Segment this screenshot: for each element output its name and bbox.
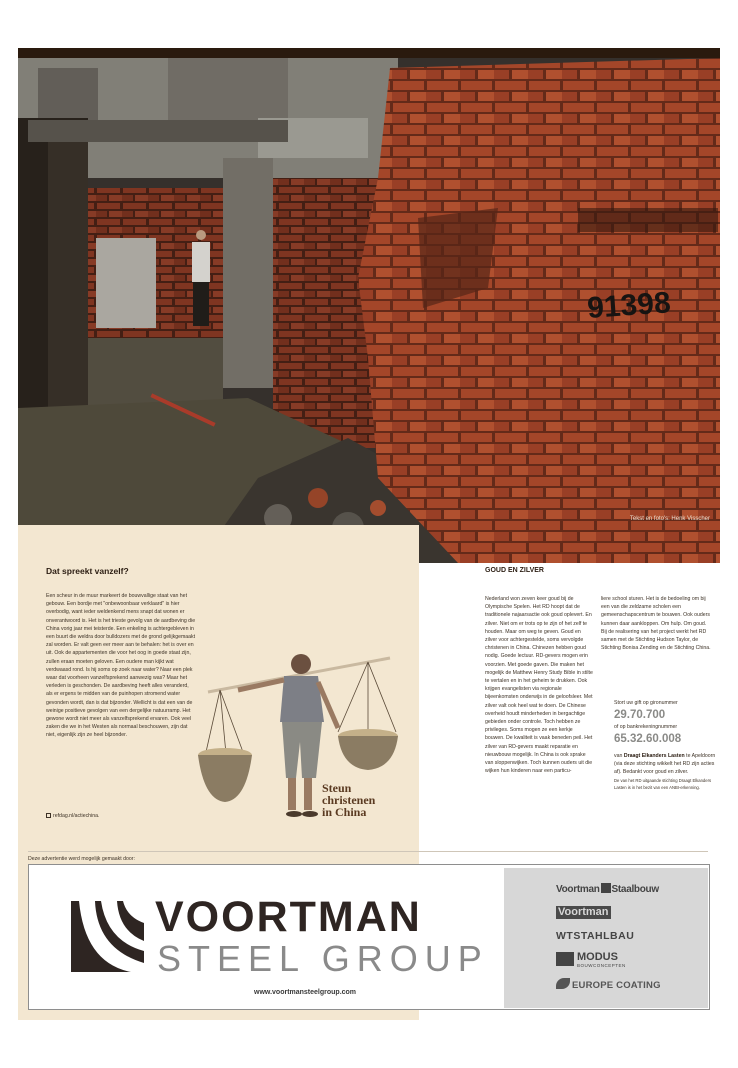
- sponsor-website[interactable]: www.voortmansteelgroup.com: [254, 989, 357, 996]
- gift-fine-print: De van het RD uitgaande stichting Draagt Elkanders Lasten is in het bezit van een ANBI-erkenning.: [614, 778, 712, 790]
- gift-box: [614, 699, 718, 791]
- article-left-body: Een scheur in de muur markeert de bouwvallige staat van het gebouw. Een bordje met "onbewoonbaar verklaard" is hier overbodig, want ieder weldenkend mens snapt dat wonen er onverantwoord is. Het is het trieste gevolg van de aardbeving die China vorig jaar mei teisterde. Een enkeling is achtergebleven in een buurt die weldra door bulldozers met de grond gelijkgemaakt zal worden. Er valt geen eer meer aan te behalen: het is over en uit. Ook de appartementen die voor het oog in goede staat zijn, zullen eraan moeten geloven. Een oudere man kijkt wat verdwaasd rond. Is hij soms op zoek naar water? Naar een plek waar dat voorheen vanzelfsprekend aanwezig was? Maar het verleden is geschonden. De aardbeving heeft alles veranderd, als er ergens te midden van de puinhopen stromend water gevonden wordt, dan is dat bijzonder. Wellicht is dat een van de weinige positieve gevolgen van een dergelijke natuurramp. Het gewone wordt niet meer als vanzelfsprekend ervaren. Ook veel zaken die we in het Westen als normaal beschouwen, zijn dat niet, eigenlijk zijn ze heel bijzonder.: [46, 593, 196, 739]
- europe-coating-name: EUROPE COATING: [572, 980, 661, 991]
- photo-caption: Tekst en foto's: Henk Visscher: [629, 516, 710, 522]
- link-arrow-icon: [46, 813, 51, 818]
- gift-or: of op bankrekeningnummer: [614, 724, 678, 730]
- gift-recipient-prefix: van: [614, 753, 623, 759]
- sponsor-label: Deze advertentie werd mogelijk gemaakt door:: [28, 856, 135, 862]
- subsidiary-wt-stahlbau: WTSTAHLBAU: [556, 930, 635, 942]
- earthquake-photo: [18, 58, 720, 563]
- europe-coating-icon: [556, 978, 570, 989]
- slogan-line-1: Steun: [322, 781, 352, 795]
- action-link[interactable]: [46, 813, 99, 819]
- sub1-part-b: Staalbouw: [611, 884, 659, 895]
- sub1-part-a: Voortman: [556, 884, 600, 895]
- gift-intro: Stort uw gift op gironummer: [614, 700, 678, 706]
- article-right-col1: Nederland won zeven keer goud bij de Olympische Spelen. Het RD hoopt dat de traditionele najaarsactie ook goud oplevert. En zilver. Niet om er trots op te zijn of het zelf te houden. Maar om weg te geven. Goud en zilver voor achtergestelde, soms vervolgde christenen in China. Chinezen hebben goud nodig. Goede lectuur. RD-gevers mogen erin voorzien. Met goede gaven. Die maken het mogelijk de Matthew Henry Study Bible in stilte te vertalen en in het geheim te drukken. Ook krijgen evangelisten via regionale bijeenkomsten onderwijs in de geloofsleer. Met zilver valt ook heel wat te doen. De Chinese overheid houdt minderheden in bergachtige gebieden onder controle. Toch hebben ze privileges. Soms mogen ze een kerkje bouwen. De kwaliteit is vaak beneden peil. Het zilver van RD-gevers maakt reparatie en nieuwbouw mogelijk. In China is ook sprake van sloppenwijken. Toch kunnen ouders uit die wijken hun kinderen naar een particu-: [485, 596, 593, 775]
- action-link-text: refdag.nl/actiechina.: [53, 813, 100, 819]
- article-right-heading: GOUD EN ZILVER: [485, 567, 544, 574]
- article-right-col2: liere school sturen. Het is de bedoeling om bij een van die zeldzame scholen een gemeenschapscentrum te bouwen. Ook ouders kunnen daar aankloppen. Om hulp. Om goud. Bij de realisering van het project werkt het RD samen met de Stichting Hudson Taylor, de Stichting Bonisa Zending en de Stichting China.: [601, 596, 711, 652]
- staalbouw-icon: [601, 883, 611, 893]
- gift-recipient-name: Draagt Elkanders Lasten: [623, 753, 685, 759]
- subsidiary-voortman: Voortman: [558, 906, 609, 918]
- article-left-heading: Dat spreekt vanzelf?: [46, 566, 129, 576]
- photo-band: [18, 48, 720, 525]
- giro-number: 29.70.700: [614, 709, 666, 721]
- bank-number: 65.32.60.008: [614, 733, 682, 745]
- slogan-line-2: christenen: [322, 793, 376, 807]
- subsidiary-europe-coating: [556, 978, 661, 991]
- gift-recipient: [614, 752, 718, 776]
- brand-subtitle: STEEL GROUP: [157, 938, 489, 979]
- divider: [28, 851, 708, 852]
- subsidiary-voortman-staalbouw: [556, 883, 659, 895]
- subsidiary-modus: [556, 952, 626, 968]
- gift-recipient-text: te Apeldoorn (via deze stichting wikkelt het RD zijn acties af). Bedankt voor goud en zilver.: [614, 753, 716, 775]
- voortman-logo-icon: [71, 901, 144, 972]
- brand-name: VOORTMAN: [155, 893, 422, 941]
- modus-icon: [556, 952, 574, 966]
- modus-name: MODUS: [577, 951, 618, 963]
- modus-sub: BOUWCONCEPTEN: [577, 963, 626, 968]
- subsidiaries-panel: [504, 868, 708, 1008]
- wall-graffiti: 91398: [586, 286, 672, 325]
- slogan-line-3: in China: [322, 805, 367, 819]
- article-left: [46, 566, 196, 740]
- slogan: [322, 782, 375, 818]
- sponsor-box: [28, 864, 710, 1010]
